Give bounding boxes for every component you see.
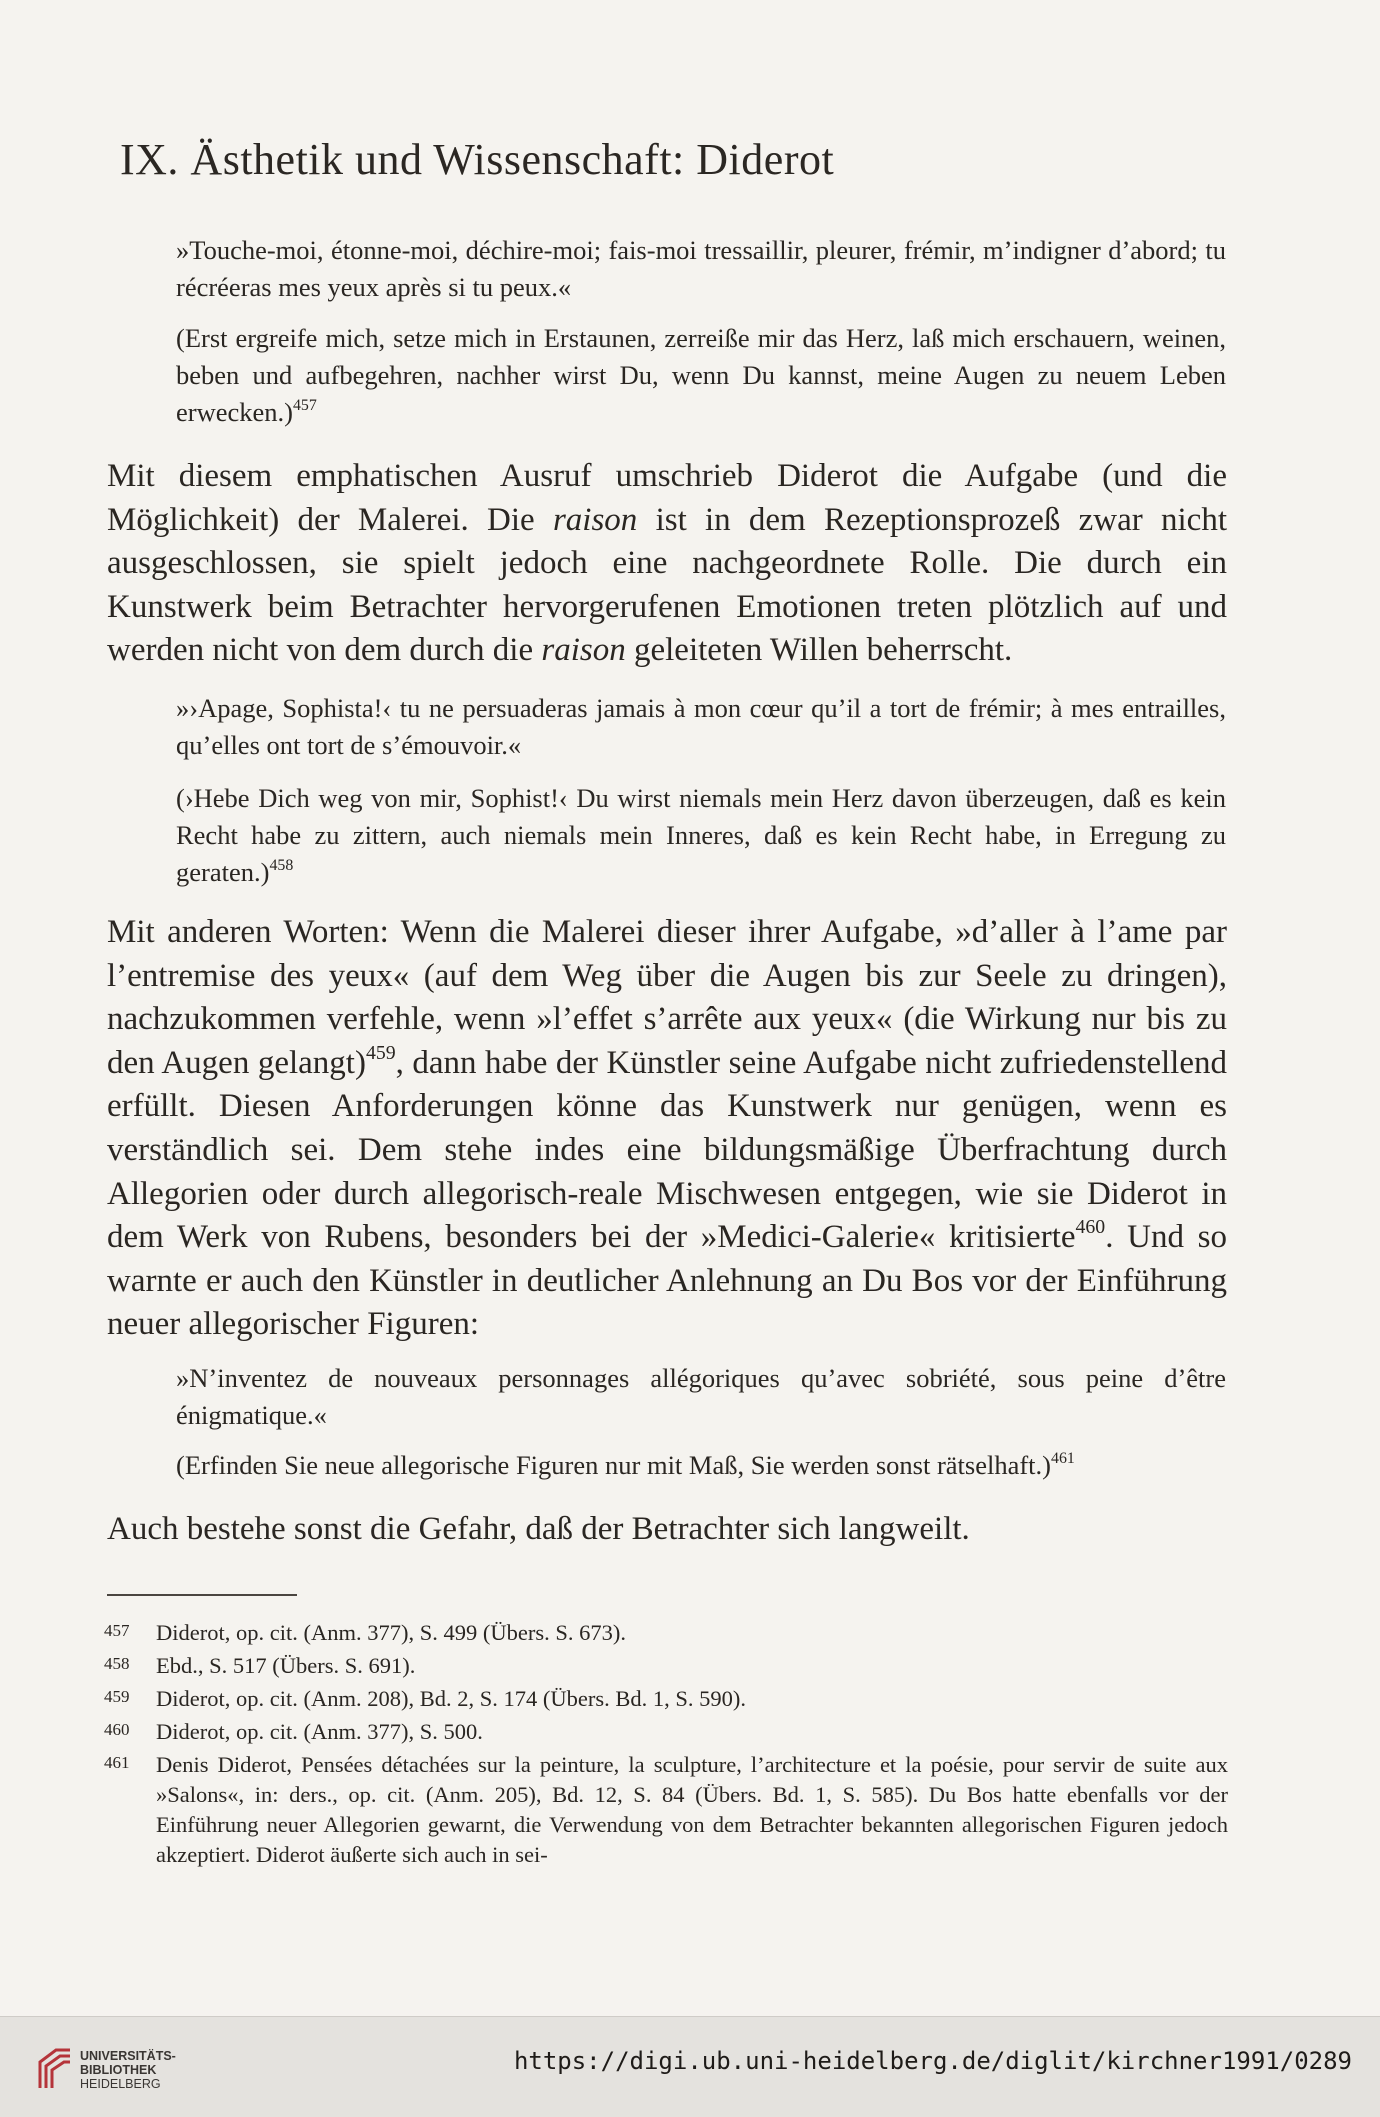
chapter-heading: IX. Ästhetik und Wissenschaft: Diderot	[120, 135, 835, 184]
footnote-number: 458	[104, 1654, 130, 1673]
footnote	[104, 1651, 1228, 1681]
footnote	[104, 1618, 1228, 1648]
footnote	[104, 1717, 1228, 1747]
term-raison: raison	[552, 501, 638, 538]
footnote-text: Ebd., S. 517 (Übers. S. 691).	[156, 1653, 416, 1678]
footnote-text: Diderot, op. cit. (Anm. 208), Bd. 2, S. 174 (Übers. Bd. 1, S. 590).	[156, 1686, 746, 1711]
footnote-number: 459	[104, 1687, 130, 1706]
library-logo-text	[80, 2049, 176, 2091]
quote-french-3: »N’inventez de nouveaux personnages allégoriques qu’avec sobriété, sous peine d’être énigmatique.«	[176, 1363, 1226, 1430]
term-raison: raison	[541, 632, 626, 669]
paragraph-2-text-c: . Und so warnte er auch den Künstler in deutlicher Anlehnung an Du Bos vor der Einführung neuer allegorischer Figuren:	[107, 1219, 1227, 1343]
footnote-text: Diderot, op. cit. (Anm. 377), S. 499 (Übers. S. 673).	[156, 1620, 626, 1645]
quote-french-1: »Touche-moi, étonne-moi, déchire-moi; fais-moi tressaillir, pleurer, frémir, m’indigner d’abord; tu récréeras mes yeux après si tu peux.«	[176, 235, 1226, 302]
quote-german-1	[176, 320, 1226, 431]
library-logo-icon	[34, 2044, 74, 2092]
quote-german-3	[176, 1447, 1226, 1484]
footnote	[104, 1750, 1228, 1870]
quote-german-3-text: (Erfinden Sie neue allegorische Figuren nur mit Maß, Sie werden sonst rätselhaft.)	[176, 1450, 1051, 1480]
paragraph-1	[107, 455, 1227, 673]
quote-german-2	[176, 780, 1226, 891]
footnote-number: 460	[104, 1720, 130, 1739]
permalink-url[interactable]: https://digi.ub.uni-heidelberg.de/diglit/kirchner1991/0289	[513, 2047, 1352, 2075]
footnote-ref: 459	[365, 1041, 396, 1064]
paragraph-2	[107, 911, 1227, 1347]
paragraph-1-text-b: ist in dem Rezeptionsprozeß zwar nicht ausgeschlossen, sie spielt jedoch eine nachgeordnete Rolle. Die durch ein Kunstwerk beim Betrachter hervorgerufenen Emotionen treten plötzlich auf und werden nicht von dem durch die	[107, 501, 1227, 669]
footnote	[104, 1684, 1228, 1714]
footnote-ref: 458	[269, 856, 294, 874]
quote-german-2-text: (›Hebe Dich weg von mir, Sophist!‹ Du wirst niemals mein Herz davon überzeugen, daß es kein Recht habe zu zittern, auch niemals mein Inneres, daß es kein Recht habe, in Erregung zu geraten.)	[176, 783, 1226, 887]
footnote-divider	[107, 1594, 297, 1596]
paragraph-1-text-a: Mit diesem emphatischen Ausruf umschrieb Diderot die Aufgabe (und die Möglichkeit) der Malerei. Die	[107, 458, 1227, 538]
logo-line-3: HEIDELBERG	[80, 2077, 161, 2091]
paragraph-3: Auch bestehe sonst die Gefahr, daß der Betrachter sich langweilt.	[107, 1511, 970, 1547]
paragraph-2-text-b: , dann habe der Künstler seine Aufgabe nicht zufriedenstellend erfüllt. Diesen Anforderungen könne das Kunstwerk nur genügen, wenn es verständlich sei. Dem stehe indes eine bildungsmäßige Überfrachtung durch Allegorien oder durch allegorisch-reale Mischwesen entgegen, wie sie Diderot in dem Werk von Rubens, besonders bei der »Medici-Galerie« kritisierte	[107, 1044, 1227, 1256]
footnote-ref: 460	[1075, 1216, 1106, 1239]
footnote-text: Diderot, op. cit. (Anm. 377), S. 500.	[156, 1719, 483, 1744]
footnote-text: Denis Diderot, Pensées détachées sur la peinture, la sculpture, l’architecture et la poésie, pour servir de suite aux »Salons«, in: ders., op. cit. (Anm. 205), Bd. 12, S. 84 (Übers. Bd. 1, S. 585). Du Bos hatte ebenfalls vor der Einführung neuer Allegorien gewarnt, die Verwendung von dem Betrachter bekannten allegorischen Figuren jedoch akzeptiert. Diderot äußerte sich auch in sei-	[156, 1752, 1228, 1867]
footnote-ref: 461	[1051, 1449, 1075, 1467]
quote-french-2: »›Apage, Sophista!‹ tu ne persuaderas jamais à mon cœur qu’il a tort de frémir; à mes entrailles, qu’elles ont tort de s’émouvoir.«	[176, 693, 1226, 760]
viewer-footer	[0, 2016, 1380, 2117]
paragraph-1-text-c: geleiteten Willen beherrscht.	[625, 632, 1013, 669]
footnotes	[104, 1618, 1228, 1873]
footnote-number: 461	[104, 1753, 130, 1772]
logo-line-2: BIBLIOTHEK	[80, 2063, 157, 2077]
quote-german-1-text: (Erst ergreife mich, setze mich in Erstaunen, zerreiße mir das Herz, laß mich erschauern, weinen, beben und aufbegehren, nachher wirst Du, wenn Du kannst, meine Augen zu neuem Leben erwecken.)	[176, 323, 1226, 427]
paragraph-2-text-a: Mit anderen Worten: Wenn die Malerei dieser ihrer Aufgabe, »d’aller à l’ame par l’entremise des yeux« (auf dem Weg über die Augen bis zur Seele zu dringen), nachzukommen verfehle, wenn »l’effet s’arrête aux yeux« (die Wirkung nur bis zu den Augen gelangt)	[107, 914, 1227, 1081]
logo-line-1: UNIVERSITÄTS-	[80, 2049, 176, 2063]
footnote-number: 457	[104, 1621, 130, 1640]
footnote-ref: 457	[292, 396, 317, 414]
